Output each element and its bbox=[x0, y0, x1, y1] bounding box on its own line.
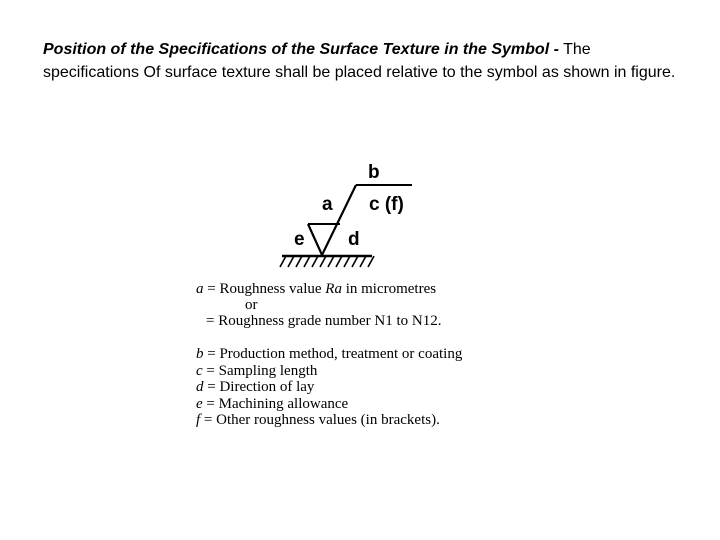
symbol-label-c: c (f) bbox=[369, 194, 404, 215]
legend-text-e: = Machining allowance bbox=[206, 396, 349, 412]
surface-hatching bbox=[280, 256, 374, 267]
legend-text-c: = Sampling length bbox=[206, 363, 318, 379]
legend-text-f: = Other roughness values (in brackets). bbox=[203, 412, 440, 428]
symbol-label-e: e bbox=[294, 229, 305, 250]
legend-var-d: d bbox=[196, 379, 204, 395]
symbol-label-d: d bbox=[348, 229, 360, 250]
legend-line-b bbox=[196, 346, 462, 362]
symbol-short-leg bbox=[308, 224, 322, 255]
surface-texture-figure bbox=[190, 160, 500, 440]
legend-line-f bbox=[196, 412, 440, 428]
legend-text-a-pre: = Roughness value bbox=[207, 281, 326, 297]
legend-line-a bbox=[196, 281, 436, 297]
legend-var-c: c bbox=[196, 363, 203, 379]
legend-text-a-post: in micrometres bbox=[341, 281, 437, 297]
legend-var-f: f bbox=[196, 412, 201, 428]
legend-text-a-ital: Ra bbox=[325, 281, 342, 297]
legend-line-d bbox=[196, 379, 314, 395]
legend-var-b: b bbox=[196, 346, 204, 362]
legend-or: or bbox=[245, 297, 258, 313]
legend-line-grade: = Roughness grade number N1 to N12. bbox=[206, 313, 442, 329]
legend-line-c bbox=[196, 363, 317, 379]
intro-paragraph bbox=[43, 38, 683, 84]
symbol-label-a: a bbox=[322, 194, 333, 215]
legend-text-b: = Production method, treatment or coating bbox=[207, 346, 463, 362]
symbol-label-b: b bbox=[368, 162, 380, 183]
legend-text-d: = Direction of lay bbox=[207, 379, 315, 395]
legend-line-e bbox=[196, 396, 348, 412]
legend-var-a: a bbox=[196, 281, 204, 297]
intro-body: The specifications Of surface texture shall be placed relative to the symbol as shown in figure. bbox=[43, 41, 676, 81]
surface-symbol-drawing bbox=[190, 160, 500, 280]
intro-lead: Position of the Specifications of the Surface Texture in the Symbol - bbox=[43, 41, 559, 58]
legend-var-e: e bbox=[196, 396, 203, 412]
